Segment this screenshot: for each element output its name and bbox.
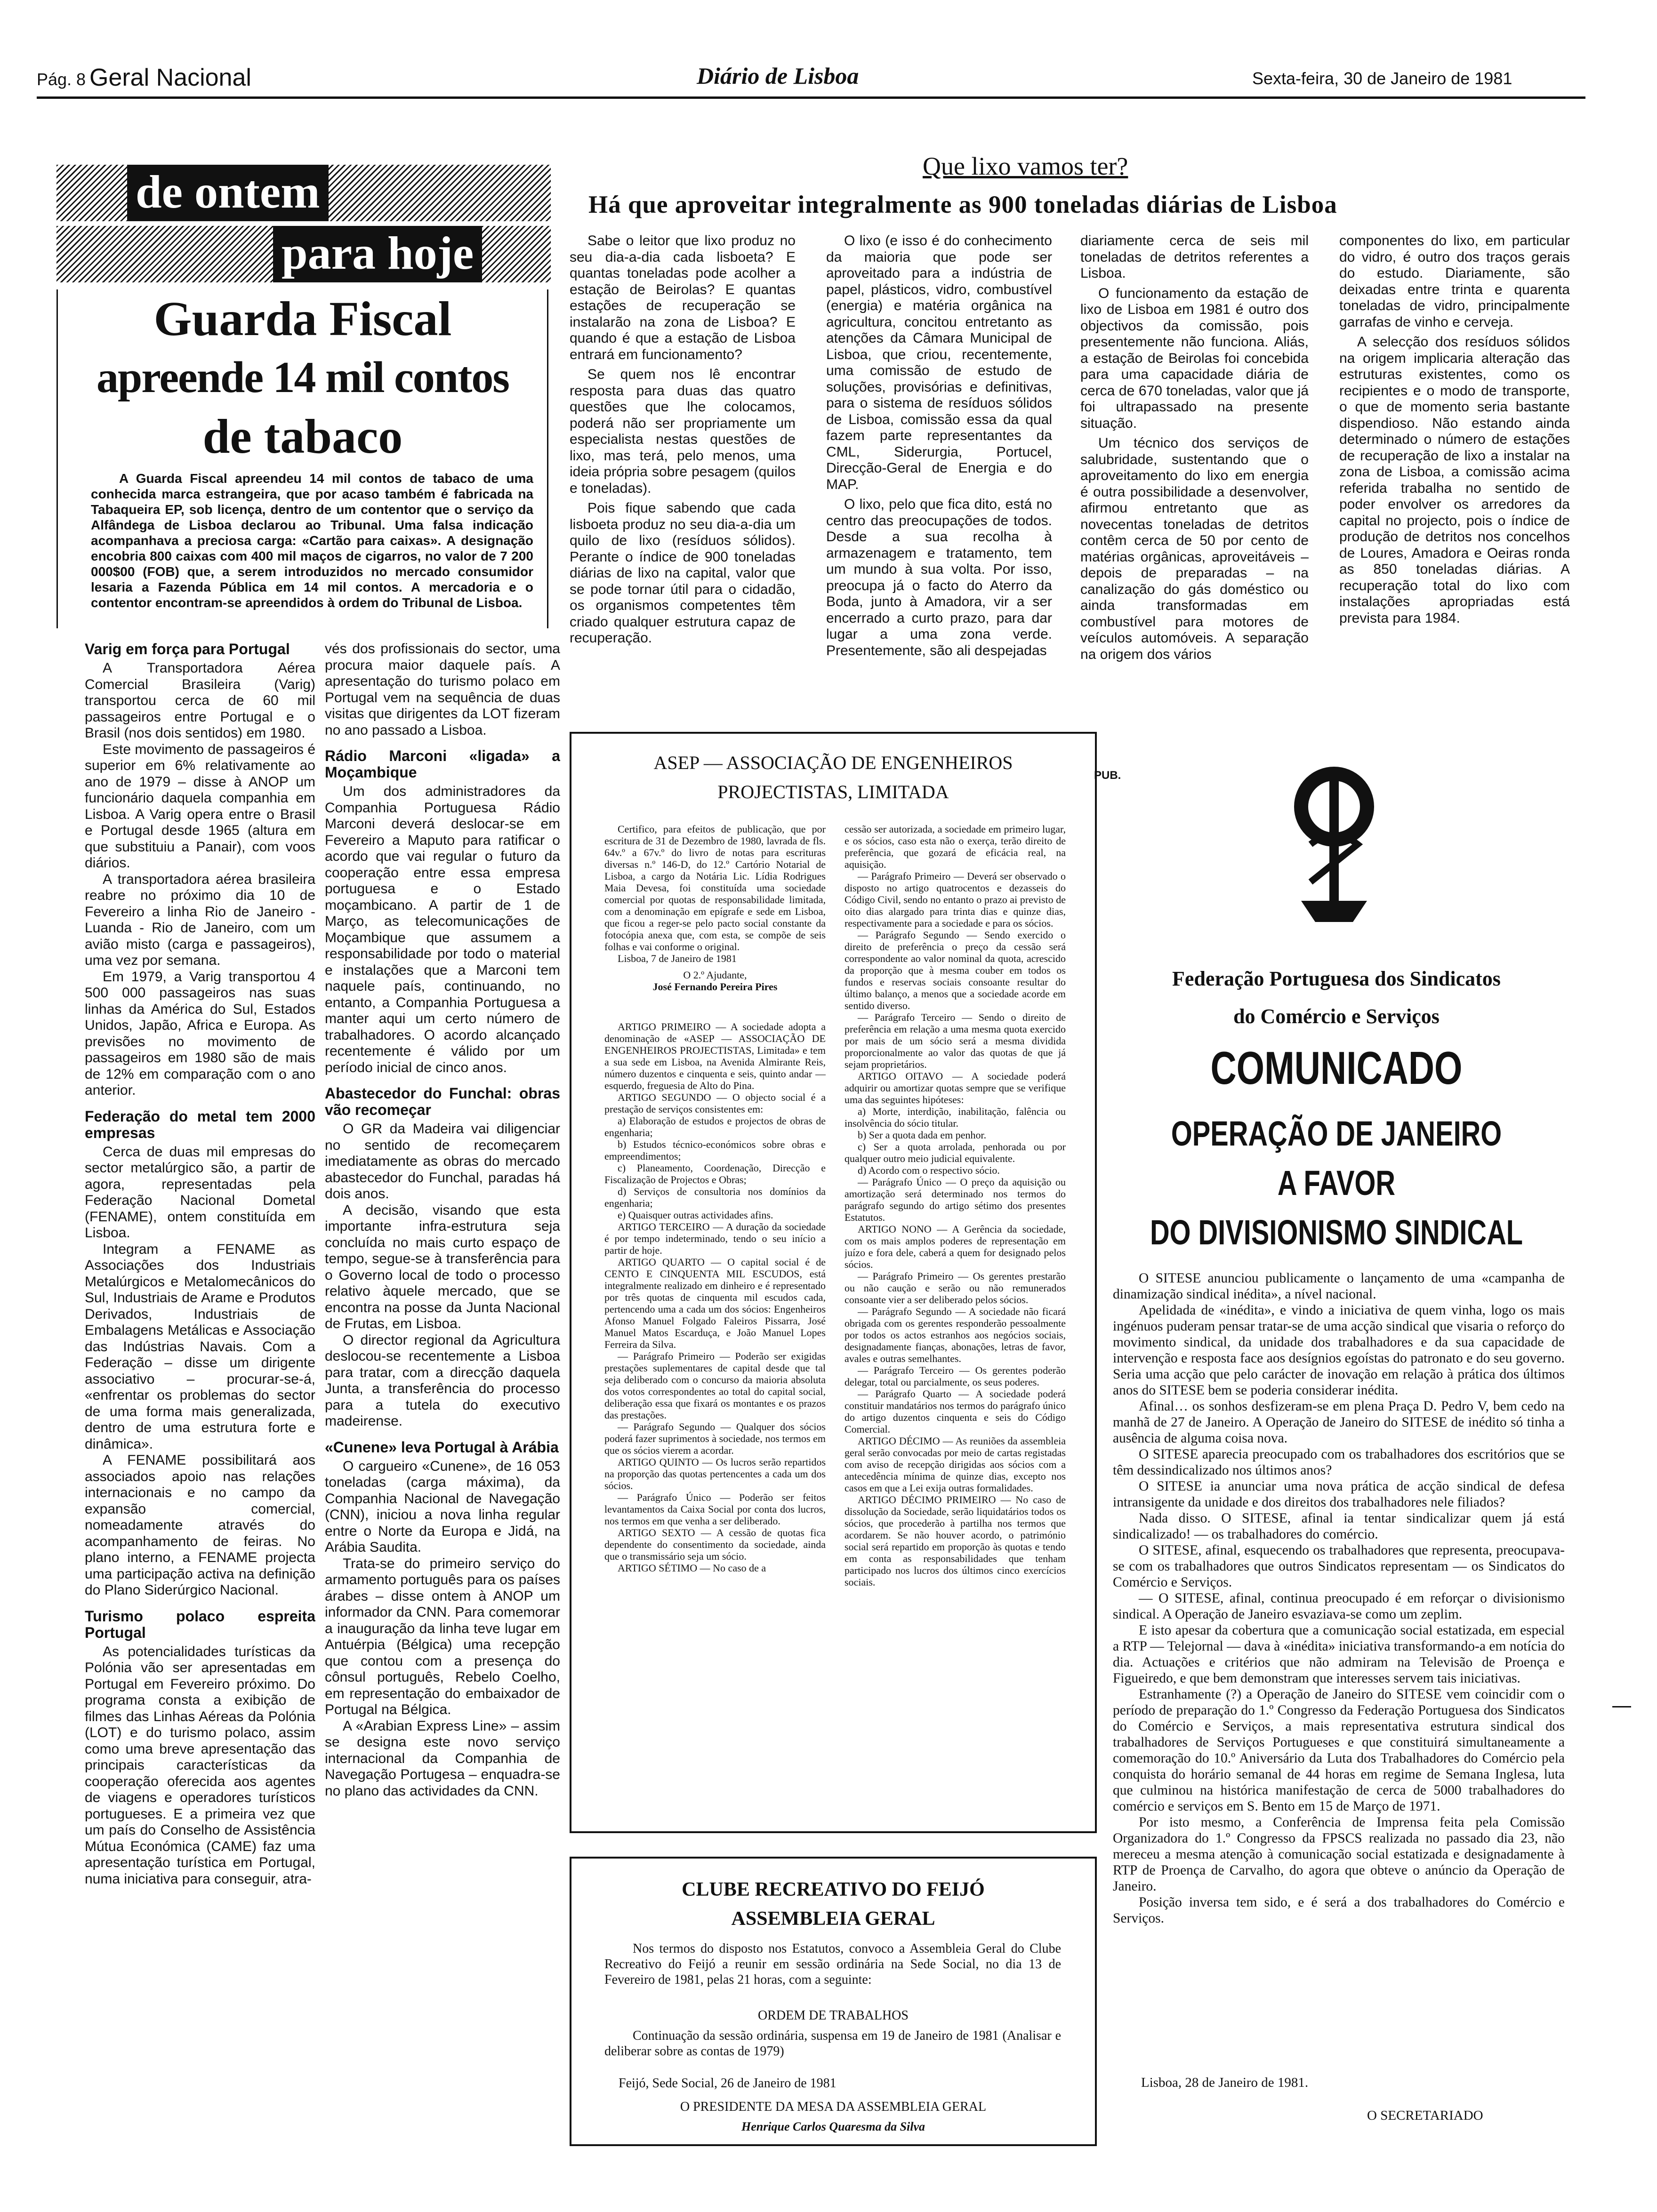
asep-title-2: PROJECTISTAS, LIMITADA [717,781,949,802]
lixo-paragraph: O lixo (e isso é do conhecimento da maioria que pode ser aproveitado para a indústria de papel, plásticos, vidro, combustível (energia) e matéria orgânica na agricultura, concitou entretanto as atenções da Câmara Municipal de Lisboa, que criou, recentemente, uma comissão de estudo de soluções, provisórias e definitivas, para o sistema de resíduos sólidos de Lisboa, comissão essa da qual fazem parte representantes da CML, Siderurgia, Portucel, Direcção-Geral de Energia e do MAP. [826,233,1052,492]
lixo-column-4 [1339,233,1570,699]
asep-article: ARTIGO OITAVO — A sociedade poderá adquirir ou amortizar quotas sempre que se verifique uma das seguintes hipóteses: [845,1070,1066,1106]
brief-paragraph: As potencialidades turísticas da Polónia vão ser apresentadas em Portugal em Fevereiro próximo. Do programa consta a exibição de filmes das Linhas Aéreas da Polónia (LOT) e do turismo polaco, assim como uma breve apresentação das principais características da cooperação oferecida aos agentes de viagens e operadores turísticos portugueses. E a primeira vez que um país do Conselho de Assistência Mútua Económica (CAME) faz uma apresentação turística em Portugal, numa iniciativa para conseguir, atra- [85,1643,315,1887]
clube-role: O PRESIDENTE DA MESA DA ASSEMBLEIA GERAL [680,2100,987,2114]
brief-title: Turismo polaco espreita Portugal [85,1607,315,1641]
clube-ordem-text: Continuação da sessão ordinária, suspensa em 19 de Janeiro de 1981 (Analisar e deliberar sobre as contas de 1979) [604,2028,1061,2059]
asep-article: ARTIGO QUARTO — O capital social é de CENTO E CINQUENTA MIL ESCUDOS, está integralmente realizado em dinheiro e é representado por três quotas de cinquenta mil escudos cada, pertencendo uma a cada um dos sócios: Engenheiros Afonso Manuel Folgado Faleiros Pissarra, José Manuel Matos Escarduça, e João Manuel Lopes Ferreira da Silva. [604,1256,826,1350]
asep-title-1: ASEP — ASSOCIAÇÃO DE ENGENHEIROS [653,752,1013,773]
asep-article: — Parágrafo Único — O preço da aquisição ou amortização será determinado nos termos do parágrafo segundo do artigo sétimo dos presentes Estatutos. [845,1176,1066,1223]
sitese-paragraph: O SITESE, afinal, esquecendo os trabalhadores que representa, preocupava-se com os trabalhadores que outros Sindicatos representam — os Sindicatos do Comércio e Serviços. [1113,1543,1565,1590]
asep-article: c) Planeamento, Coordenação, Direcção e Fiscalização de Projectos e Obras; [604,1162,826,1186]
brief-paragraph: Um dos administradores da Companhia Portuguesa Rádio Marconi deverá deslocar-se em Fevereiro a Maputo para ratificar o acordo que vai regular o futuro da cooperação entre essa empresa portuguesa e o Estado moçambicano. A partir de 1 de Março, as telecomunicações de Moçambique que assumem a responsabilidade por todo o material e instalações que a Marconi tem naquele país, continuando, no entanto, a Companhia Portuguesa a manter aqui um certo número de trabalhadores. O acordo alcançado recentemente é válido por um período inicial de cinco anos. [325,784,560,1075]
sitese-paragraph: Nada disso. O SITESE, afinal ia tentar sindicalizar quem já está sindicalizado! — os trabalhadores do comércio. [1113,1511,1565,1542]
rubric-block [56,165,551,287]
brief-paragraph: A Transportadora Aérea Comercial Brasileira (Varig) transportou cerca de 60 mil passageiros entre Portugal e o Brasil (nos dois sentidos) em 1980. [85,660,315,741]
pub-label: PUB. [1094,769,1121,782]
sitese-body [1113,1270,1565,2061]
lixo-paragraph: componentes do lixo, em particular do vidro, é outro dos traços gerais do estudo. Diariamente, são deixadas entre trinta e quarenta toneladas de vidro, principalmente garrafas de vinho e cerveja. [1339,233,1570,330]
brief-paragraph: Trata-se do primeiro serviço do armamento português para os países árabes – disse ontem à ANOP um informador da CNN. Para comemorar a inauguração da linha teve lugar em Antuérpia (Bélgica) uma recepção que contou com a presença do cônsul português, Rebelo Coelho, em representação do embaixador de Portugal na Bélgica. [325,1555,560,1717]
rubric-line-2: para hoje [273,226,482,282]
brief-title: Rádio Marconi «ligada» a Moçambique [325,747,560,781]
lixo-paragraph: A selecção dos resíduos sólidos na origem implicaria alteração das estruturas existentes, como os recipientes e o modo de transporte, o que de momento seria bastante dispendioso. Não estando ainda determinado o número de estações de recuperação de lixo a instalar na zona de Lisboa, a comissão acima referida trabalha no sentido de poder envolver os arredores da capital no projecto, pois o índice de produção de detritos nos concelhos de Loures, Amadora e Oeiras ronda as 850 toneladas diárias. A recuperação total do lixo com instalações apropriadas está prevista para 1984. [1339,334,1570,626]
brief-paragraph: Este movimento de passageiros é superior em 6% relativamente ao ano de 1979 – disse à ANOP um funcionário daquela companhia em Lisboa. A Varig opera entre o Brasil e Portugal desde 1965 (altura em que substituiu a Panair), com voos diários. [85,741,315,871]
sitese-communique [1083,732,1586,2167]
asep-certificate: Certifico, para efeitos de publicação, que por escritura de 31 de Dezembro de 1980, lavrada de fls. 64v.º a 67v.º do livro de notas para escrituras diversas n.º 146-D, do 12.º Cartório Notarial de Lisboa, a cargo da Notária Lic. Lídia Rodrigues Maia Devesa, foi constituída uma sociedade comercial por quotas de responsabilidade limitada, com a denominação em epígrafe e sede em Lisboa, que ficou a reger-se pelo pacto social constante da fotocópia anexa que, com esta, se compõe de seis folhas e vai conforme o original. [604,823,826,953]
clube-title-2: ASSEMBLEIA GERAL [731,1908,935,1930]
clube-intro: Nos termos do disposto nos Estatutos, convoco a Assembleia Geral do Clube Recreativo do Feijó a reunir em sessão ordinária na Sede Social, no dia 13 de Fevereiro de 1981, pelas 21 horas, com a seguinte: [604,1941,1061,1987]
asep-article: ARTIGO PRIMEIRO — A sociedade adopta a denominação de «ASEP — ASSOCIAÇÃO DE ENGENHEIROS PROJECTISTAS, Limitada» e tem a sua sede em Lisboa, na Avenida Almirante Reis, número duzentos e cinquenta e seis, quinto andar — esquerdo, freguesia de Alto do Pina. [604,1021,826,1091]
sitese-paragraph: E isto apesar da cobertura que a comunicação social estatizada, em especial a RTP — Telejornal — dava à «inédita» iniciativa transformando-a em notícia do dia. Actuações e critérios que não admiram na Televisão de Proença e Figueiredo, e que bem demonstram que interesses servem tais iniciativas. [1113,1623,1565,1686]
sitese-place-date: Lisboa, 28 de Janeiro de 1981. [1141,2075,1309,2090]
brief-paragraph: Cerca de duas mil empresas do sector metalúrgico são, a partir de agora, representadas pela Federação Nacional Dometal (FENAME), ontem constituída em Lisboa. [85,1144,315,1241]
asep-signature-role: O 2.º Ajudante, [683,969,747,981]
asep-article: ARTIGO NONO — A Gerência da sociedade, com os mais amplos poderes de representação em juízo e fora dele, caberá a quem for designado pelos sócios. [845,1223,1066,1270]
asep-article: — Parágrafo Segundo — Sendo exercido o direito de preferência o preço da cessão será correspondente ao valor nominal da quota, acrescido da proporção que à mesma couber em todos os fundos e reservas sociais consoante resultar do último balanço, a menos que a sociedade acorde em sentido diverso. [845,929,1066,1011]
asep-column-left [604,823,826,1816]
page-header [0,0,1657,104]
asep-article: — Parágrafo Único — Poderão ser feitos levantamentos da Caixa Social por conta dos lucros, nos termos em que venha a ser deliberado. [604,1491,826,1527]
asep-article: d) Serviços de consultoria nos domínios da engenharia; [604,1186,826,1209]
lead-article [56,289,548,628]
sitese-subtitle-1: OPERAÇÃO DE JANEIRO [1171,1114,1502,1153]
asep-article: a) Elaboração de estudos e projectos de obras de engenharia; [604,1115,826,1138]
lead-summary: A Guarda Fiscal apreendeu 14 mil contos de tabaco de uma conhecida marca estrangeira, que por acaso também é fabricada na Tabaqueira EP, sob licença, dentro de um contentor que o serviço da Alfândega de Lisboa declarou ao Tribunal. Uma falsa indicação acompanhava a preciosa carga: «Cartão para caixas». A designação encobria 800 caixas com 400 mil maços de cigarros, no valor de 7 200 000$00 (FOB) que, a serem introduzidos no mercado consumidor lesaria a Fazenda Pública em 14 mil contos. A mercadoria e o contentor encontram-se apreendidos à ordem do Tribunal de Lisboa. [91,471,533,610]
brief-paragraph: Em 1979, a Varig transportou 4 500 000 passageiros nas suas linhas da América do Sul, Estados Unidos, Japão, Africa e Europa. As previsões no movimento de passageiros em 1980 são de mais de 12% em comparação com o ano anterior. [85,969,315,1098]
sitese-signature: O SECRETARIADO [1367,2108,1483,2123]
asep-article: b) Ser a quota dada em penhor. [858,1129,987,1141]
asep-article: ARTIGO SÉTIMO — No caso de a [618,1562,766,1574]
brief-paragraph: A «Arabian Express Line» – assim se designa este novo serviço internacional da Companhia de Navegação Portugesa – enquadra-se no plano das actividades da CNN. [325,1718,560,1799]
sitese-paragraph: Afinal… os sonhos desfizeram-se em plena Praça D. Pedro V, bem cedo na manhã de 27 de Janeiro. A Operação de Janeiro do SITESE de inédito só tinha a ausência de alguma coisa nova. [1113,1399,1565,1446]
asep-article: ARTIGO DÉCIMO — As reuniões da assembleia geral serão convocadas por meio de cartas registadas com aviso de recepção dirigidas aos sócios com a antecedência mínima de quinze dias, excepto nos casos em que a Lei exija outras formalidades. [845,1435,1066,1494]
margin-mark [1612,1706,1631,1707]
asep-article: — Parágrafo Primeiro — Deverá ser observado o disposto no artigo quatrocentos e dezasseis do Código Civil, sendo no entanto o prazo ai previsto de oito dias alargado para trinta dias e quinze dias, respectivamente para a sociedade e para os sócios. [845,870,1066,929]
sitese-org-1: Federação Portuguesa dos Sindicatos [1172,967,1501,990]
brief-paragraph: Integram a FENAME as Associações dos Industriais Metalúrgicos e Metalomecânicos do Sul, Industriais de Arame e Produtos Derivados, Industriais de Embalagens Metálicas e Associação das Indústrias Navais. Com a Federação – disse um dirigente associativo – procurar-se-á, «enfrentar os problemas do sector de uma forma mais generalizada, dentro de uma estrutura forte e dinâmica». [85,1241,315,1452]
lixo-paragraph: Um técnico dos serviços de salubridade, sustentando que o aproveitamento do lixo em energia é outra possibilidade a desenvolver, afirmou entretanto que as novecentas toneladas de detritos contêm cerca de 50 por cento de matérias orgânicas, aproveitáveis – depois de preparadas – na canalização do gás doméstico ou ainda transformadas em combustível para motores de veículos automóveis. A separação na origem dos vários [1080,435,1309,662]
sitese-paragraph: Apelidada de «inédita», e vindo a iniciativa de quem vinha, logo os mais ingénuos puderam pensar tratar-se de uma acção sindical que visaria o reforço do movimento sindical, da unidade dos trabalhadores e da sua capacidade de intervenção e resposta face aos desígnios egoístas do patronato e do seu governo. Seria uma acção que pelo carácter de inovação em relação à prática dos últimos anos do SITESE bem se poderia considerar inédita. [1113,1303,1565,1398]
brief-title: Abastecedor do Funchal: obras vão recomeçar [325,1085,560,1118]
sitese-paragraph: Posição inversa tem sido, e é será a dos trabalhadores do Comércio e Serviços. [1113,1895,1565,1926]
asep-article: a) Morte, interdição, inabilitação, falência ou insolvência do sócio titular. [845,1106,1066,1129]
brief-title: Federação do metal tem 2000 empresas [85,1107,315,1141]
asep-article: — Parágrafo Terceiro — Os gerentes poderão delegar, total ou parcialmente, os seus poderes. [845,1364,1066,1388]
sitese-paragraph: O SITESE ia anunciar uma nova prática de acção sindical de defesa intransigente da unidade e dos direitos dos trabalhadores nele filiados? [1113,1479,1565,1510]
sitese-paragraph: Estranhamente (?) a Operação de Janeiro do SITESE vem coincidir com o período de preparação do 1.º Congresso da Federação Portuguesa dos Sindicatos do Comércio e Serviços, a mais representativa estrutura sindical dos trabalhadores de Serviços Portugueses e que constituirá simultaneamente a comemoração do 10.º Aniversário da Luta dos Trabalhadores do Comércio pela conquista do horário semanal de 44 horas em regime de Semana Inglesa, luta que culminou na histórica manifestação de cerca de 5000 trabalhadores do comércio e serviços em S. Bento em 15 de Março de 1971. [1113,1687,1565,1814]
rubric-line-1: de ontem [127,165,329,221]
sitese-subtitle-3: DO DIVISIONISMO SINDICAL [1150,1213,1523,1252]
lixo-headline: Há que aproveitar integralmente as 900 toneladas diárias de Lisboa [588,191,1337,218]
page-number: Pág. 8 [37,70,86,89]
asep-article: — Parágrafo Primeiro — Os gerentes prestarão ou não caução e serão ou não remunerados consoante vier a ser deliberado pelos sócios. [845,1270,1066,1306]
clube-title-1: CLUBE RECREATIVO DO FEIJÓ [682,1879,985,1900]
sitese-paragraph: — O SITESE, afinal, continua preocupado é em reforçar o divisionismo sindical. A Operação de Janeiro esvaziava-se como um zeplim. [1113,1591,1565,1622]
asep-article: ARTIGO QUINTO — Os lucros serão repartidos na proporção das quotas pertencentes a cada um dos sócios. [604,1456,826,1491]
brief-paragraph: A transportadora aérea brasileira reabre no próximo dia 10 de Fevereiro a linha Rio de Janeiro - Luanda - Rio de Janeiro, com um avião misto (carga e passageiros), uma vez por semana. [85,871,315,968]
asep-article: ARTIGO SEGUNDO — O objecto social é a prestação de serviços consistentes em: [604,1091,826,1115]
lixo-column-1 [570,233,796,699]
asep-article: — Parágrafo Segundo — A sociedade não ficará obrigada com os gerentes responderão pessoalmente por todos os actos estranhos aos negócios sociais, designadamente fianças, abonações, letras de favor, avales e outras semelhantes. [845,1306,1066,1364]
asep-column-right [845,823,1066,1816]
lixo-kicker: Que lixo vamos ter? [923,152,1128,180]
lixo-paragraph: Pois fique sabendo que cada lisboeta produz no seu dia-a-dia um quilo de lixo (resíduos sólidos). Perante o índice de 900 toneladas diárias de lixo na capital, valor que se pode tornar útil para o cidadão, os organismos competentes têm criado qualquer estrutura capaz de recuperação. [570,500,796,646]
asep-place-date: Lisboa, 7 de Janeiro de 1981 [618,953,737,964]
lixo-paragraph: O funcionamento da estação de lixo de Lisboa em 1981 é outro dos objectivos da comissão, pois presentemente não funciona. Aliás, a estação de Beirolas foi concebida para uma capacidade diária de cerca de 670 toneladas, valor que já foi ultrapassado na presente situação. [1080,285,1309,431]
asep-article: cessão ser autorizada, a sociedade em primeiro lugar, e os sócios, caso esta não o exerça, terão direito de preferência, que gozará de eficácia real, na aquisição. [845,823,1066,870]
asep-signature-name: José Fernando Pereira Pires [652,981,778,993]
asep-article: ARTIGO DÉCIMO PRIMEIRO — No caso de dissolução da Sociedade, serão liquidatários todos os sócios, que procederão à partilha nos termos que acordarem. Se não houver acordo, o património social será repartido em proporção às quotas e tendo em conta as responsabilidades que tenham participado nos lucros dos últimos cinco exercícios sociais. [845,1494,1066,1588]
brief-paragraph: vés dos profissionais do sector, uma procura maior daquele país. A apresentação do turismo polaco em Portugal vem na sequência de duas visitas que dirigentes da LOT fizeram no ano passado a Lisboa. [325,641,560,738]
sitese-title: COMUNICADO [1210,1042,1463,1094]
lixo-paragraph: diariamente cerca de seis mil toneladas de detritos referentes a Lisboa. [1080,233,1309,281]
lead-headline-2: apreende 14 mil contos [97,353,509,402]
sitese-paragraph: O SITESE aparecia preocupado com os trabalhadores dos escritórios que se têm dessindicalizado nos últimos anos? [1113,1447,1565,1478]
clube-notice [570,1857,1097,2146]
sitese-org-2: do Comércio e Serviços [1233,1005,1440,1028]
briefs-column-left [85,641,315,2189]
sitese-paragraph: O SITESE anunciou publicamente o lançamento de uma «campanha de dinamização sindical inédita», a nível nacional. [1113,1271,1565,1302]
asep-article: c) Ser a quota arrolada, penhorada ou por qualquer outro meio judicial equivalente. [845,1141,1066,1164]
asep-article: ARTIGO SEXTO — A cessão de quotas fica dependente do consentimento da sociedade, ainda que o transmissário seja um sócio. [604,1527,826,1562]
lead-headline-1: Guarda Fiscal [153,292,452,346]
brief-title: Varig em força para Portugal [85,641,290,657]
asep-article: — Parágrafo Quarto — A sociedade poderá constituir mandatários nos termos do parágrafo único do artigo duzentos cinquenta e seis do Código Comercial. [845,1388,1066,1435]
asep-article: — Parágrafo Primeiro — Poderão ser exigidas prestações suplementares de capital desde que tal seja deliberado com o concurso da maioria absoluta dos votos correspondentes ao total do capital social, deliberação essa que fixará os montantes e os prazos das prestações. [604,1350,826,1421]
lixo-paragraph: O lixo, pelo que fica dito, está no centro das preocupações de todos. Desde a sua recolha à armazenagem e tratamento, tem um mundo à sua volta. Por isso, preocupa já o facto do Aterro da Boda, junto à Amadora, vir a ser encerrado a curto prazo, para dar lugar a uma zona verde. Presentemente, são ali despejadas [826,497,1052,658]
brief-paragraph: O director regional da Agricultura deslocou-se recentemente a Lisboa para tratar, com a direcção daquela Junta, a transferência do processo para a tutela do executivo madeirense. [325,1332,560,1429]
lixo-paragraph: Se quem nos lê encontrar resposta para duas das quatro questões que lhe colocamos, poderá não ser propriamente um especialista nestas questões de lixo, mas terá, pelo menos, uma ideia própria sobre pesagem (quilos e toneladas). [570,367,796,496]
sitese-paragraph: Por isto mesmo, a Conferência de Imprensa feita pela Comissão Organizadora do 1.º Congresso da FPSCS realizada no passado dia 23, não mereceu a mesma atenção à comunicação social estatizada e designadamente à RTP de Proença de Carvalho, do agora que obteve o anúncio da Operação de Janeiro. [1113,1815,1565,1894]
section-name: Geral Nacional [89,64,251,91]
lixo-column-3 [1080,233,1309,699]
brief-paragraph: A FENAME possibilitará aos associados apoio nas relações internacionais e no campo da expansão comercial, nomeadamente através do acompanhamento de feiras. No plano interno, a FENAME projecta uma participação activa na definição do Plano Siderúrgico Nacional. [85,1452,315,1598]
header-rule [37,96,1585,99]
masthead: Diário de Lisboa [697,63,859,89]
asep-article: ARTIGO TERCEIRO — A duração da sociedade é por tempo indeterminado, tendo o seu início a partir de hoje. [604,1221,826,1256]
asep-article: e) Quaisquer outras actividades afins. [618,1209,773,1221]
lead-headline-3: de tabaco [202,409,403,464]
issue-date: Sexta-feira, 30 de Janeiro de 1981 [1252,69,1512,88]
asep-article: — Parágrafo Terceiro — Sendo o direito de preferência em relação a uma mesma quota exercido por mais de um sócio será a mesma dividida proporcionalmente ao valor das quotas de que já sejam proprietários. [845,1011,1066,1070]
brief-paragraph: O cargueiro «Cunene», de 16 053 toneladas (carga máxima), da Companhia Nacional de Navegação (CNN), iniciou a nova linha regular entre o Norte da Europa e Jidá, na Arábia Saudita. [325,1458,560,1555]
sitese-subtitle-2: A FAVOR [1277,1163,1396,1202]
asep-article: d) Acordo com o respectivo sócio. [858,1164,1000,1176]
clube-ordem: ORDEM DE TRABALHOS [758,2008,909,2023]
brief-title: «Cunene» leva Portugal à Arábia [325,1438,559,1456]
briefs-column-right [325,641,560,2189]
asep-article: b) Estudos técnico-económicos sobre obras e empreendimentos; [604,1138,826,1162]
brief-paragraph: A decisão, visando que esta importante infra-estrutura seja concluída no mais curto espaço de tempo, segue-se à transferência para o Governo local de todo o processo relativo àquele mercado, que se encontra na posse da Junta Nacional de Frutas, em Lisboa. [325,1202,560,1331]
clube-place-date: Feijó, Sede Social, 26 de Janeiro de 1981 [619,2076,837,2091]
brief-paragraph: O GR da Madeira vai diligenciar no sentido de recomeçarem imediatamente as obras do mercado abastecedor do Funchal, paradas há dois anos. [325,1121,560,1202]
clube-president-name: Henrique Carlos Quaresma da Silva [741,2120,925,2133]
asep-article: — Parágrafo Segundo — Qualquer dos sócios poderá fazer suprimentos à sociedade, nos termos em que os sócios vierem a acordar. [604,1421,826,1456]
federation-emblem-icon [1273,760,1395,929]
asep-notice [570,732,1097,1833]
lixo-column-2 [826,233,1052,699]
lixo-paragraph: Sabe o leitor que lixo produz no seu dia-a-dia cada lisboeta? E quantas toneladas pode acolher a estação de Beirolas? E quantas estações de recuperação se instalarão na zona de Lisboa? E quando é que a estação de Lisboa entrará em funcionamento? [570,233,796,362]
